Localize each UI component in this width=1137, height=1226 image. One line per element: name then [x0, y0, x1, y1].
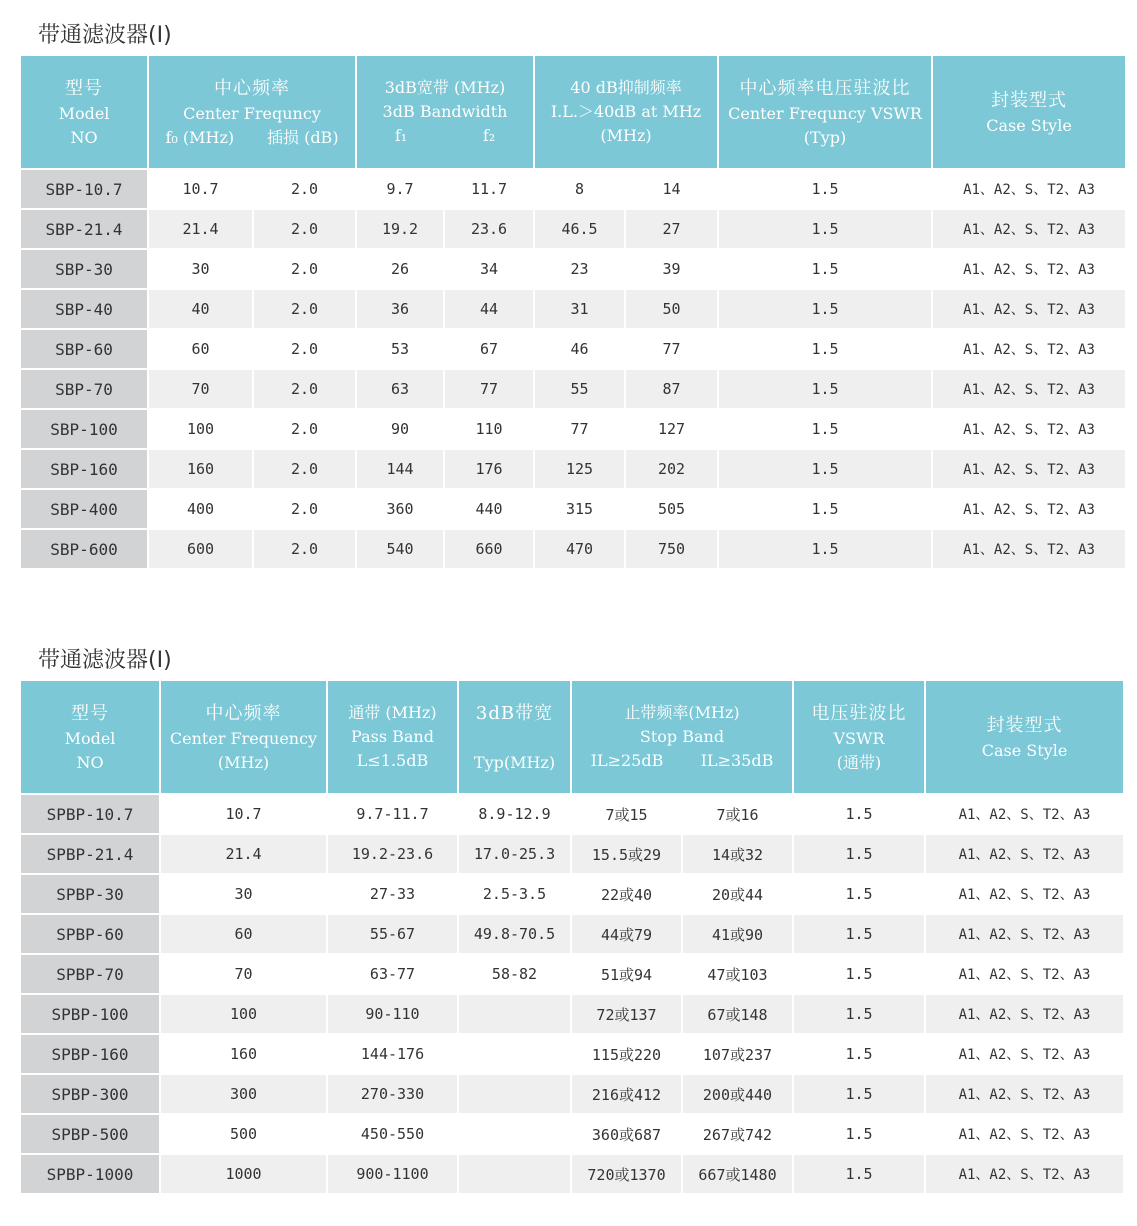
table-cell: A1、A2、S、T2、A3 [932, 409, 1126, 449]
header-center-frequency: 中心频率 Center Frequency (MHz) [160, 680, 327, 794]
table-row [20, 409, 1126, 449]
table-cell: 11.7 [444, 169, 534, 209]
table-cell: 1.5 [793, 834, 925, 874]
table-row [20, 1074, 1124, 1114]
table-cell: A1、A2、S、T2、A3 [932, 529, 1126, 569]
table-cell: A1、A2、S、T2、A3 [932, 449, 1126, 489]
header-vswr: 电压驻波比 VSWR (通带) [793, 680, 925, 794]
table-cell: 17.0-25.3 [458, 834, 571, 874]
table-cell: A1、A2、S、T2、A3 [925, 1154, 1124, 1194]
table-cell: 77 [534, 409, 625, 449]
table-row [20, 329, 1126, 369]
model-cell: SBP-10.7 [20, 169, 148, 209]
table-cell: 125 [534, 449, 625, 489]
table-cell: 1.5 [718, 209, 932, 249]
table-cell: 100 [160, 994, 327, 1034]
table-cell: 50 [625, 289, 718, 329]
table-cell: 1.5 [718, 329, 932, 369]
header-3db-bandwidth: 3dB宽带 (MHz) 3dB Bandwidth f₁ f₂ [356, 55, 534, 169]
table-cell [458, 1034, 571, 1074]
header-case-style: 封装型式 Case Style [925, 680, 1124, 794]
table-cell: 1000 [160, 1154, 327, 1194]
table-cell: 400 [148, 489, 253, 529]
table-cell: 2.0 [253, 449, 356, 489]
table-cell: 55 [534, 369, 625, 409]
model-cell: SPBP-30 [20, 874, 160, 914]
table-cell: 107或237 [682, 1034, 793, 1074]
table-row [20, 249, 1126, 289]
table-cell: 505 [625, 489, 718, 529]
model-cell: SBP-70 [20, 369, 148, 409]
table-cell: 39 [625, 249, 718, 289]
table-cell: 216或412 [571, 1074, 682, 1114]
table-cell: 160 [160, 1034, 327, 1074]
table-cell: 127 [625, 409, 718, 449]
table-cell: 1.5 [718, 409, 932, 449]
table-cell: 7或15 [571, 794, 682, 834]
table-cell: 144-176 [327, 1034, 458, 1074]
table-cell: A1、A2、S、T2、A3 [925, 1114, 1124, 1154]
table-cell: 22或40 [571, 874, 682, 914]
model-cell: SPBP-60 [20, 914, 160, 954]
model-cell: SBP-40 [20, 289, 148, 329]
table-cell: 1.5 [718, 489, 932, 529]
table-cell: 160 [148, 449, 253, 489]
model-cell: SBP-600 [20, 529, 148, 569]
table-cell: 270-330 [327, 1074, 458, 1114]
table-cell: 2.0 [253, 529, 356, 569]
table-cell: 1.5 [793, 914, 925, 954]
header-stop-band: 止带频率(MHz) Stop Band IL≥25dB IL≥35dB [571, 680, 793, 794]
table-cell: 1.5 [793, 954, 925, 994]
model-cell: SPBP-500 [20, 1114, 160, 1154]
table-cell: 44或79 [571, 914, 682, 954]
table-cell: 67或148 [682, 994, 793, 1034]
table1-title: 带通滤波器(Ⅰ) [38, 23, 172, 48]
table-cell: 27 [625, 209, 718, 249]
table-cell: 600 [148, 529, 253, 569]
table-cell [458, 1154, 571, 1194]
table-cell: 720或1370 [571, 1154, 682, 1194]
table-cell: 7或16 [682, 794, 793, 834]
table-cell: 87 [625, 369, 718, 409]
table-cell: A1、A2、S、T2、A3 [932, 289, 1126, 329]
table-cell: 1.5 [793, 1154, 925, 1194]
table-cell: 2.5-3.5 [458, 874, 571, 914]
model-cell: SBP-30 [20, 249, 148, 289]
table-cell: A1、A2、S、T2、A3 [925, 1074, 1124, 1114]
table-cell: 1.5 [718, 289, 932, 329]
table-cell: 1.5 [793, 794, 925, 834]
header-rejection: 40 dB抑制频率 I.L.＞40dB at MHz (MHz) [534, 55, 718, 169]
table2-title: 带通滤波器(Ⅰ) [38, 648, 172, 673]
table-row [20, 289, 1126, 329]
table-cell: 110 [444, 409, 534, 449]
model-cell: SBP-160 [20, 449, 148, 489]
table-cell: 360或687 [571, 1114, 682, 1154]
table-row [20, 449, 1126, 489]
table-cell: 2.0 [253, 489, 356, 529]
header-case-style: 封装型式 Case Style [932, 55, 1126, 169]
table-cell: 53 [356, 329, 444, 369]
table-cell: 2.0 [253, 169, 356, 209]
table-cell: 900-1100 [327, 1154, 458, 1194]
table-cell: 144 [356, 449, 444, 489]
table-cell: 60 [160, 914, 327, 954]
table-cell: 2.0 [253, 329, 356, 369]
model-cell: SPBP-300 [20, 1074, 160, 1114]
bandpass-table-1 [19, 54, 1127, 570]
table-cell: 540 [356, 529, 444, 569]
bandpass-table-2 [19, 679, 1125, 1195]
table-cell: 300 [160, 1074, 327, 1114]
table-cell: 90 [356, 409, 444, 449]
header-model: 型号 Model NO [20, 680, 160, 794]
table-row [20, 1114, 1124, 1154]
model-cell: SBP-400 [20, 489, 148, 529]
table-cell: 440 [444, 489, 534, 529]
table-cell: A1、A2、S、T2、A3 [932, 169, 1126, 209]
table-cell: 40 [148, 289, 253, 329]
table-cell: A1、A2、S、T2、A3 [925, 1034, 1124, 1074]
model-cell: SPBP-100 [20, 994, 160, 1034]
table-cell: 9.7 [356, 169, 444, 209]
table-cell: 660 [444, 529, 534, 569]
table-row [20, 169, 1126, 209]
model-cell: SPBP-70 [20, 954, 160, 994]
table-cell: 202 [625, 449, 718, 489]
table-cell: 1.5 [718, 369, 932, 409]
table-cell: A1、A2、S、T2、A3 [925, 834, 1124, 874]
model-cell: SPBP-1000 [20, 1154, 160, 1194]
table-cell: 2.0 [253, 289, 356, 329]
table-cell: A1、A2、S、T2、A3 [925, 794, 1124, 834]
table-cell: 19.2-23.6 [327, 834, 458, 874]
table-cell: A1、A2、S、T2、A3 [932, 249, 1126, 289]
table-cell: A1、A2、S、T2、A3 [932, 209, 1126, 249]
header-vswr: 中心频率电压驻波比 Center Frequncy VSWR (Typ) [718, 55, 932, 169]
table-cell: 31 [534, 289, 625, 329]
table-cell: 15.5或29 [571, 834, 682, 874]
table-cell: A1、A2、S、T2、A3 [932, 329, 1126, 369]
table-cell: 9.7-11.7 [327, 794, 458, 834]
table-cell: 72或137 [571, 994, 682, 1034]
table-row [20, 874, 1124, 914]
table-cell: 667或1480 [682, 1154, 793, 1194]
table-cell: 100 [148, 409, 253, 449]
table-row [20, 834, 1124, 874]
table-cell: 14 [625, 169, 718, 209]
model-cell: SBP-60 [20, 329, 148, 369]
table-cell: A1、A2、S、T2、A3 [932, 369, 1126, 409]
table-cell: 200或440 [682, 1074, 793, 1114]
table-cell: 315 [534, 489, 625, 529]
table-cell: 20或44 [682, 874, 793, 914]
table-row [20, 369, 1126, 409]
table-cell: 77 [625, 329, 718, 369]
table-row [20, 994, 1124, 1034]
table-cell: 450-550 [327, 1114, 458, 1154]
table-row [20, 489, 1126, 529]
table-cell: 14或32 [682, 834, 793, 874]
model-cell: SPBP-160 [20, 1034, 160, 1074]
table-cell: 34 [444, 249, 534, 289]
header-pass-band: 通带 (MHz) Pass Band L≤1.5dB [327, 680, 458, 794]
table-cell: 1.5 [718, 169, 932, 209]
header-3db-bandwidth: 3dB带宽 Typ(MHz) [458, 680, 571, 794]
table-cell: 27-33 [327, 874, 458, 914]
table-cell: 70 [148, 369, 253, 409]
table-cell: 63 [356, 369, 444, 409]
table-cell: 2.0 [253, 409, 356, 449]
table-row [20, 1034, 1124, 1074]
model-cell: SBP-21.4 [20, 209, 148, 249]
table-cell: 8.9-12.9 [458, 794, 571, 834]
table-cell: A1、A2、S、T2、A3 [932, 489, 1126, 529]
table-cell: 60 [148, 329, 253, 369]
table-cell: 115或220 [571, 1034, 682, 1074]
table-cell: 2.0 [253, 249, 356, 289]
table-cell: 10.7 [148, 169, 253, 209]
model-cell: SPBP-10.7 [20, 794, 160, 834]
table-cell: 21.4 [148, 209, 253, 249]
table-cell: 55-67 [327, 914, 458, 954]
table-cell: 30 [160, 874, 327, 914]
table-cell: 21.4 [160, 834, 327, 874]
model-cell: SPBP-21.4 [20, 834, 160, 874]
table-cell: 90-110 [327, 994, 458, 1034]
table-cell: A1、A2、S、T2、A3 [925, 874, 1124, 914]
table-row [20, 529, 1126, 569]
table-cell: 176 [444, 449, 534, 489]
table-cell: 1.5 [718, 449, 932, 489]
table-row [20, 794, 1124, 834]
table-cell: 1.5 [793, 1114, 925, 1154]
table-cell: 1.5 [793, 874, 925, 914]
table-cell: 1.5 [793, 994, 925, 1034]
table-cell: 23.6 [444, 209, 534, 249]
table-cell: 23 [534, 249, 625, 289]
header-model: 型号 Model NO [20, 55, 148, 169]
table-cell: 46 [534, 329, 625, 369]
table-cell: 2.0 [253, 209, 356, 249]
table-cell: 1.5 [793, 1074, 925, 1114]
table-cell: 44 [444, 289, 534, 329]
table-cell: 41或90 [682, 914, 793, 954]
table-cell: 10.7 [160, 794, 327, 834]
table-cell: 67 [444, 329, 534, 369]
header-center-frequency: 中心频率 Center Frequncy f₀ (MHz) 插损 (dB) [148, 55, 356, 169]
table-cell: 51或94 [571, 954, 682, 994]
table-cell: 8 [534, 169, 625, 209]
table-cell: 36 [356, 289, 444, 329]
model-cell: SBP-100 [20, 409, 148, 449]
table-cell: 77 [444, 369, 534, 409]
table-cell: 19.2 [356, 209, 444, 249]
table-cell: 500 [160, 1114, 327, 1154]
table-cell: 2.0 [253, 369, 356, 409]
table-cell [458, 1074, 571, 1114]
table-cell: 63-77 [327, 954, 458, 994]
table-row [20, 954, 1124, 994]
table-cell: 1.5 [793, 1034, 925, 1074]
table-cell: A1、A2、S、T2、A3 [925, 954, 1124, 994]
table-cell: 1.5 [718, 529, 932, 569]
table-cell: 70 [160, 954, 327, 994]
table-cell: 360 [356, 489, 444, 529]
table-cell [458, 1114, 571, 1154]
table-cell: 470 [534, 529, 625, 569]
table-row [20, 1154, 1124, 1194]
table-cell [458, 994, 571, 1034]
table-row [20, 209, 1126, 249]
table-cell: 267或742 [682, 1114, 793, 1154]
table-row [20, 914, 1124, 954]
table-cell: 49.8-70.5 [458, 914, 571, 954]
table-cell: 46.5 [534, 209, 625, 249]
table-cell: 26 [356, 249, 444, 289]
table-cell: A1、A2、S、T2、A3 [925, 994, 1124, 1034]
table-cell: A1、A2、S、T2、A3 [925, 914, 1124, 954]
table-cell: 30 [148, 249, 253, 289]
table-cell: 47或103 [682, 954, 793, 994]
table-cell: 58-82 [458, 954, 571, 994]
table-cell: 1.5 [718, 249, 932, 289]
table-cell: 750 [625, 529, 718, 569]
